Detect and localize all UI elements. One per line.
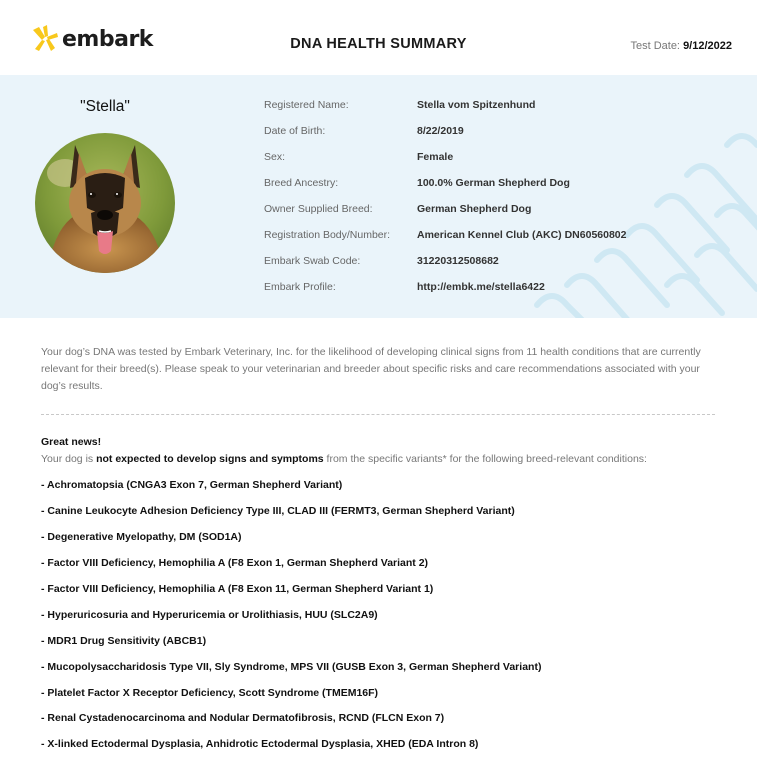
- results-subtitle-bold: not expected to develop signs and symptoms: [96, 453, 324, 465]
- test-description: Your dog’s DNA was tested by Embark Veterinary, Inc. for the likelihood of developing clinical signs from 11 health conditions that are currently relevant for their breed(s). Please speak to your veterinarian and breeder about specific risks and care recommendations associated with your dog’s results.: [41, 346, 701, 392]
- test-date-value: 9/12/2022: [683, 40, 732, 52]
- info-value: 8/22/2019: [417, 125, 464, 137]
- condition-item: - Achromatopsia (CNGA3 Exon 7, German Shepherd Variant): [41, 479, 343, 491]
- test-date-label: Test Date:: [630, 40, 680, 52]
- info-label: Date of Birth:: [264, 125, 326, 137]
- condition-item: - MDR1 Drug Sensitivity (ABCB1): [41, 634, 207, 647]
- embark-profile-link[interactable]: http://embk.me/stella6422: [417, 281, 545, 293]
- info-row-breed-ancestry: [264, 176, 626, 202]
- condition-item: - Canine Leukocyte Adhesion Deficiency Type III, CLAD III (FERMT3, German Shepherd Variant): [41, 504, 515, 517]
- info-label: Owner Supplied Breed:: [264, 203, 373, 215]
- condition-item: - Mucopolysaccharidosis Type VII, Sly Syndrome, MPS VII (GUSB Exon 3, German Shepherd Variant): [41, 660, 542, 673]
- info-row-sex: [264, 150, 626, 176]
- condition-item: - X-linked Ectodermal Dysplasia, Anhidrotic Ectodermal Dysplasia, XHED (EDA Intron 8): [41, 738, 479, 751]
- info-value: 100.0% German Shepherd Dog: [417, 177, 570, 189]
- test-date: [630, 40, 732, 52]
- header: [0, 0, 757, 75]
- info-label: Registration Body/Number:: [264, 229, 391, 241]
- dog-name: "Stella": [80, 98, 130, 115]
- results-headline: Great news!: [41, 436, 102, 448]
- info-value: German Shepherd Dog: [417, 203, 532, 215]
- info-label: Sex:: [264, 151, 286, 163]
- info-value: Female: [417, 151, 454, 163]
- condition-item: - Renal Cystadenocarcinoma and Nodular Dermatofibrosis, RCND (FLCN Exon 7): [41, 712, 445, 725]
- dashed-divider: [41, 414, 715, 415]
- condition-item: - Factor VIII Deficiency, Hemophilia A (F8 Exon 11, German Shepherd Variant 1): [41, 582, 434, 595]
- info-label: Registered Name:: [264, 99, 349, 111]
- info-value: 31220312508682: [417, 255, 499, 267]
- info-row-registered-name: [264, 98, 626, 124]
- condition-item: - Degenerative Myelopathy, DM (SOD1A): [41, 530, 242, 543]
- info-label: Breed Ancestry:: [264, 177, 339, 189]
- info-row-date-of-birth: [264, 124, 626, 150]
- info-value: American Kennel Club (AKC) DN60560802: [417, 229, 627, 241]
- info-label: Embark Profile:: [264, 281, 336, 293]
- dog-photo: [35, 133, 175, 273]
- info-row-swab-code: [264, 254, 626, 280]
- results-subtitle-prefix: Your dog is: [41, 453, 94, 465]
- condition-list: [41, 478, 541, 763]
- logo-wordmark: embark: [62, 26, 153, 52]
- dog-info-table: [264, 98, 626, 306]
- info-row-owner-supplied-breed: [264, 202, 626, 228]
- page-title: DNA HEALTH SUMMARY: [290, 36, 467, 52]
- condition-item: - Factor VIII Deficiency, Hemophilia A (F8 Exon 1, German Shepherd Variant 2): [41, 556, 429, 569]
- condition-item: - Platelet Factor X Receptor Deficiency, Scott Syndrome (TMEM16F): [41, 686, 379, 699]
- dog-profile-panel: [0, 75, 757, 318]
- results-subtitle: [41, 453, 647, 465]
- info-row-registration: [264, 228, 626, 254]
- info-value: Stella vom Spitzenhund: [417, 99, 536, 111]
- info-label: Embark Swab Code:: [264, 255, 361, 267]
- info-row-embark-profile: [264, 280, 626, 306]
- results-subtitle-suffix: from the specific variants* for the following breed-relevant conditions:: [326, 453, 647, 465]
- condition-item: - Hyperuricosuria and Hyperuricemia or Urolithiasis, HUU (SLC2A9): [41, 608, 378, 621]
